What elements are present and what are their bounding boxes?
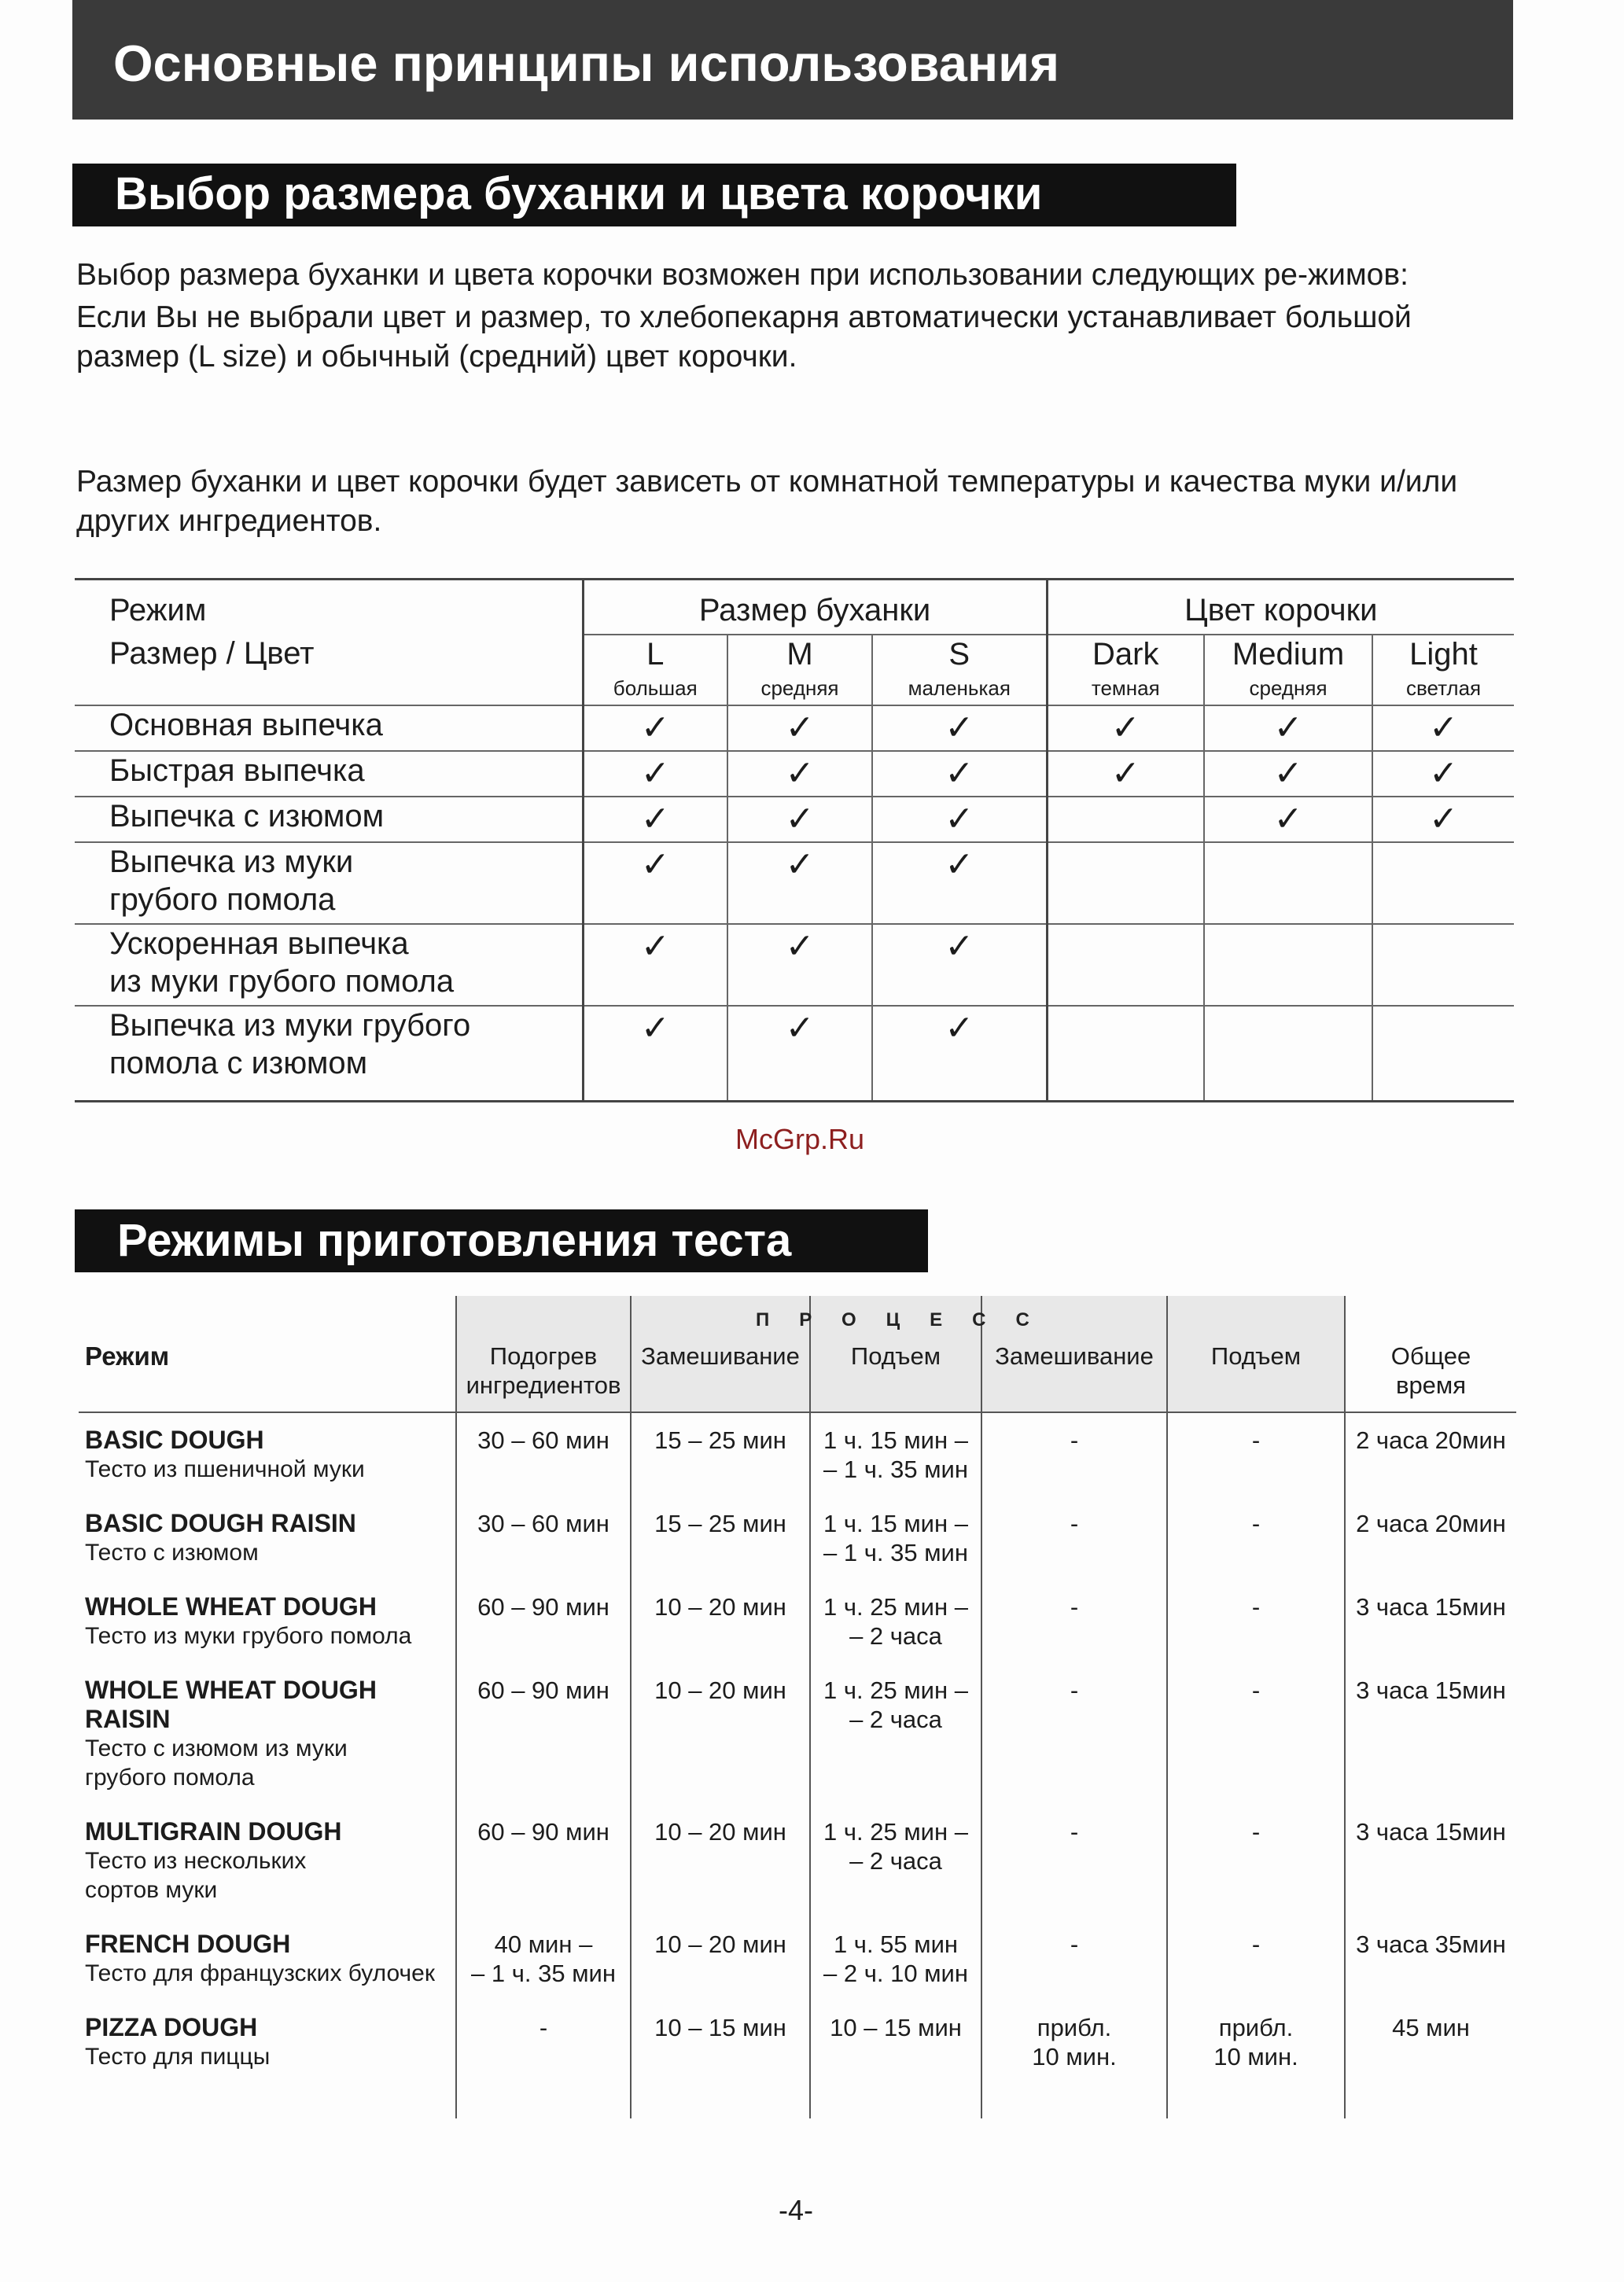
table-row <box>79 2000 1516 2118</box>
table-row <box>75 705 1514 751</box>
value-cell: 1 ч. 55 мин – 2 ч. 10 мин <box>810 1917 981 2000</box>
check-icon: ✓ <box>1047 751 1204 797</box>
table-row <box>79 1663 1516 1805</box>
value-cell: 1 ч. 25 мин – – 2 часа <box>810 1663 981 1805</box>
check-icon: ✓ <box>727 1006 872 1102</box>
value-cell: 15 – 25 мин <box>631 1412 810 1496</box>
loaf-size-color-table <box>75 578 1514 1102</box>
mode-cell: Быстрая выпечка <box>75 751 583 797</box>
value-cell: 10 – 20 мин <box>631 1805 810 1917</box>
page-number: -4- <box>779 2194 813 2226</box>
check-icon: ✓ <box>1047 705 1204 751</box>
check-icon: ✓ <box>583 751 727 797</box>
table-row <box>75 842 1514 924</box>
check-icon: ✓ <box>583 797 727 842</box>
value-cell: 1 ч. 15 мин – – 1 ч. 35 мин <box>810 1496 981 1580</box>
value-cell: - <box>981 1917 1167 2000</box>
group-size-header: Размер буханки <box>583 580 1047 635</box>
table-row <box>79 1917 1516 2000</box>
mode-cell: PIZZA DOUGH Тесто для пиццы <box>85 2013 271 2070</box>
value-cell: 1 ч. 15 мин – – 1 ч. 35 мин <box>810 1412 981 1496</box>
empty-cell <box>1047 842 1204 924</box>
mode-cell: Ускоренная выпечка из муки грубого помола <box>75 924 583 1006</box>
mode-cell: WHOLE WHEAT DOUGH RAISIN Тесто с изюмом из муки грубого помола <box>85 1676 377 1791</box>
check-icon: ✓ <box>727 705 872 751</box>
check-icon: ✓ <box>872 797 1047 842</box>
size-header-l: L большая <box>583 635 727 705</box>
size-header-m: M средняя <box>727 635 872 705</box>
empty-cell <box>1372 924 1514 1006</box>
watermark: McGrp.Ru <box>735 1123 865 1155</box>
value-cell: 10 – 20 мин <box>631 1663 810 1805</box>
value-cell: - <box>1167 1663 1345 1805</box>
section-title-loaf-size: Выбор размера буханки и цвета корочки <box>72 164 1236 226</box>
value-cell: 15 – 25 мин <box>631 1496 810 1580</box>
table-row <box>79 1805 1516 1917</box>
empty-cell <box>1047 797 1204 842</box>
size-header-s: S маленькая <box>872 635 1047 705</box>
table-row <box>79 1580 1516 1663</box>
mode-cell: BASIC DOUGH RAISIN Тесто с изюмом <box>85 1509 356 1566</box>
mode-cell: Выпечка из муки грубого помола <box>75 842 583 924</box>
col-size-color-header: Размер / Цвет <box>109 635 315 671</box>
col-header: Подъем <box>1167 1296 1345 1412</box>
check-icon: ✓ <box>872 924 1047 1006</box>
value-cell: - <box>981 1805 1167 1917</box>
color-header-medium: Medium средняя <box>1204 635 1372 705</box>
mode-cell: BASIC DOUGH Тесто из пшеничной муки <box>79 1412 456 1496</box>
col-header: Подъем <box>810 1296 981 1412</box>
value-cell: - <box>981 1412 1167 1496</box>
check-icon: ✓ <box>583 705 727 751</box>
col-mode-header: Режим <box>109 593 207 628</box>
note-paragraph: Размер буханки и цвет корочки будет зависеть от комнатной температуры и качества муки и/или других ингредиентов. <box>76 465 1458 538</box>
value-cell: - <box>1167 1917 1345 2000</box>
value-cell: 3 часа 15мин <box>1345 1580 1516 1663</box>
check-icon: ✓ <box>727 842 872 924</box>
col-header: Замешивание <box>631 1296 810 1412</box>
dough-modes-table <box>79 1296 1516 2118</box>
mode-cell: Основная выпечка <box>75 705 583 751</box>
value-cell: 40 мин – – 1 ч. 35 мин <box>456 1917 631 2000</box>
group-color-header: Цвет корочки <box>1047 580 1514 635</box>
value-cell: - <box>456 2000 631 2118</box>
empty-cell <box>1372 842 1514 924</box>
col-header: ПРОЦЕСС Подогрев ингредиентов <box>456 1296 631 1412</box>
empty-cell <box>1047 1006 1204 1102</box>
check-icon: ✓ <box>872 705 1047 751</box>
value-cell: - <box>1167 1496 1345 1580</box>
check-icon: ✓ <box>1204 797 1372 842</box>
check-icon: ✓ <box>583 924 727 1006</box>
value-cell: 10 – 20 мин <box>631 1580 810 1663</box>
check-icon: ✓ <box>1372 705 1514 751</box>
check-icon: ✓ <box>727 797 872 842</box>
check-icon: ✓ <box>1204 705 1372 751</box>
empty-cell <box>1047 924 1204 1006</box>
value-cell: 45 мин <box>1345 2000 1516 2118</box>
section-title-dough-modes: Режимы приготовления теста <box>75 1209 928 1272</box>
value-cell: - <box>981 1496 1167 1580</box>
process-label: ПРОЦЕСС <box>756 1309 1059 1331</box>
value-cell: - <box>1167 1412 1345 1496</box>
mode-cell: WHOLE WHEAT DOUGH Тесто из муки грубого помола <box>85 1592 412 1649</box>
color-header-light: Light светлая <box>1372 635 1514 705</box>
value-cell: 30 – 60 мин <box>456 1412 631 1496</box>
mode-cell: MULTIGRAIN DOUGH Тесто из нескольких сортов муки <box>85 1817 342 1903</box>
value-cell: - <box>1167 1805 1345 1917</box>
mode-cell: Выпечка с изюмом <box>75 797 583 842</box>
value-cell: 1 ч. 25 мин – – 2 часа <box>810 1580 981 1663</box>
empty-cell <box>1372 1006 1514 1102</box>
check-icon: ✓ <box>1372 751 1514 797</box>
col-header: Замешивание <box>981 1296 1167 1412</box>
value-cell: 10 – 15 мин <box>631 2000 810 2118</box>
col-mode-header: Режим <box>85 1342 170 1371</box>
check-icon: ✓ <box>1204 751 1372 797</box>
check-icon: ✓ <box>872 751 1047 797</box>
page-header-banner <box>72 0 1513 120</box>
color-header-dark: Dark темная <box>1047 635 1204 705</box>
value-cell: 60 – 90 мин <box>456 1663 631 1805</box>
note-text <box>76 462 1508 544</box>
value-cell: 3 часа 35мин <box>1345 1917 1516 2000</box>
value-cell: 30 – 60 мин <box>456 1496 631 1580</box>
empty-cell <box>1204 842 1372 924</box>
check-icon: ✓ <box>583 1006 727 1102</box>
value-cell: 10 – 15 мин <box>810 2000 981 2118</box>
empty-cell <box>1204 1006 1372 1102</box>
col-header: Общее время <box>1345 1296 1516 1412</box>
value-cell: 10 – 20 мин <box>631 1917 810 2000</box>
table-row <box>75 1006 1514 1102</box>
mode-cell: FRENCH DOUGH Тесто для французских булочек <box>85 1930 435 1986</box>
page-title: Основные принципы использования <box>113 35 1060 92</box>
mode-cell: Выпечка из муки грубого помола с изюмом <box>75 1006 583 1102</box>
value-cell: 3 часа 15мин <box>1345 1663 1516 1805</box>
table-row <box>75 751 1514 797</box>
check-icon: ✓ <box>872 842 1047 924</box>
check-icon: ✓ <box>727 924 872 1006</box>
table-row <box>75 924 1514 1006</box>
check-icon: ✓ <box>583 842 727 924</box>
value-cell: прибл. 10 мин. <box>981 2000 1167 2118</box>
value-cell: 1 ч. 25 мин – – 2 часа <box>810 1805 981 1917</box>
intro-text <box>76 256 1508 380</box>
value-cell: 2 часа 20мин <box>1345 1496 1516 1580</box>
value-cell: 2 часа 20мин <box>1345 1412 1516 1496</box>
value-cell: 60 – 90 мин <box>456 1805 631 1917</box>
intro-paragraph: Если Вы не выбрали цвет и размер, то хлебопекарня автоматически устанавливает большой размер (L size) и обычный (средний) цвет корочки. <box>76 300 1412 374</box>
value-cell: - <box>981 1580 1167 1663</box>
table-row <box>79 1496 1516 1580</box>
value-cell: - <box>981 1663 1167 1805</box>
check-icon: ✓ <box>1372 797 1514 842</box>
check-icon: ✓ <box>727 751 872 797</box>
value-cell: прибл. 10 мин. <box>1167 2000 1345 2118</box>
check-icon: ✓ <box>872 1006 1047 1102</box>
intro-paragraph: Выбор размера буханки и цвета корочки возможен при использовании следующих ре-жимов: <box>76 258 1409 292</box>
empty-cell <box>1204 924 1372 1006</box>
table-row <box>75 797 1514 842</box>
value-cell: - <box>1167 1580 1345 1663</box>
table-row <box>79 1412 1516 1496</box>
value-cell: 60 – 90 мин <box>456 1580 631 1663</box>
value-cell: 3 часа 15мин <box>1345 1805 1516 1917</box>
